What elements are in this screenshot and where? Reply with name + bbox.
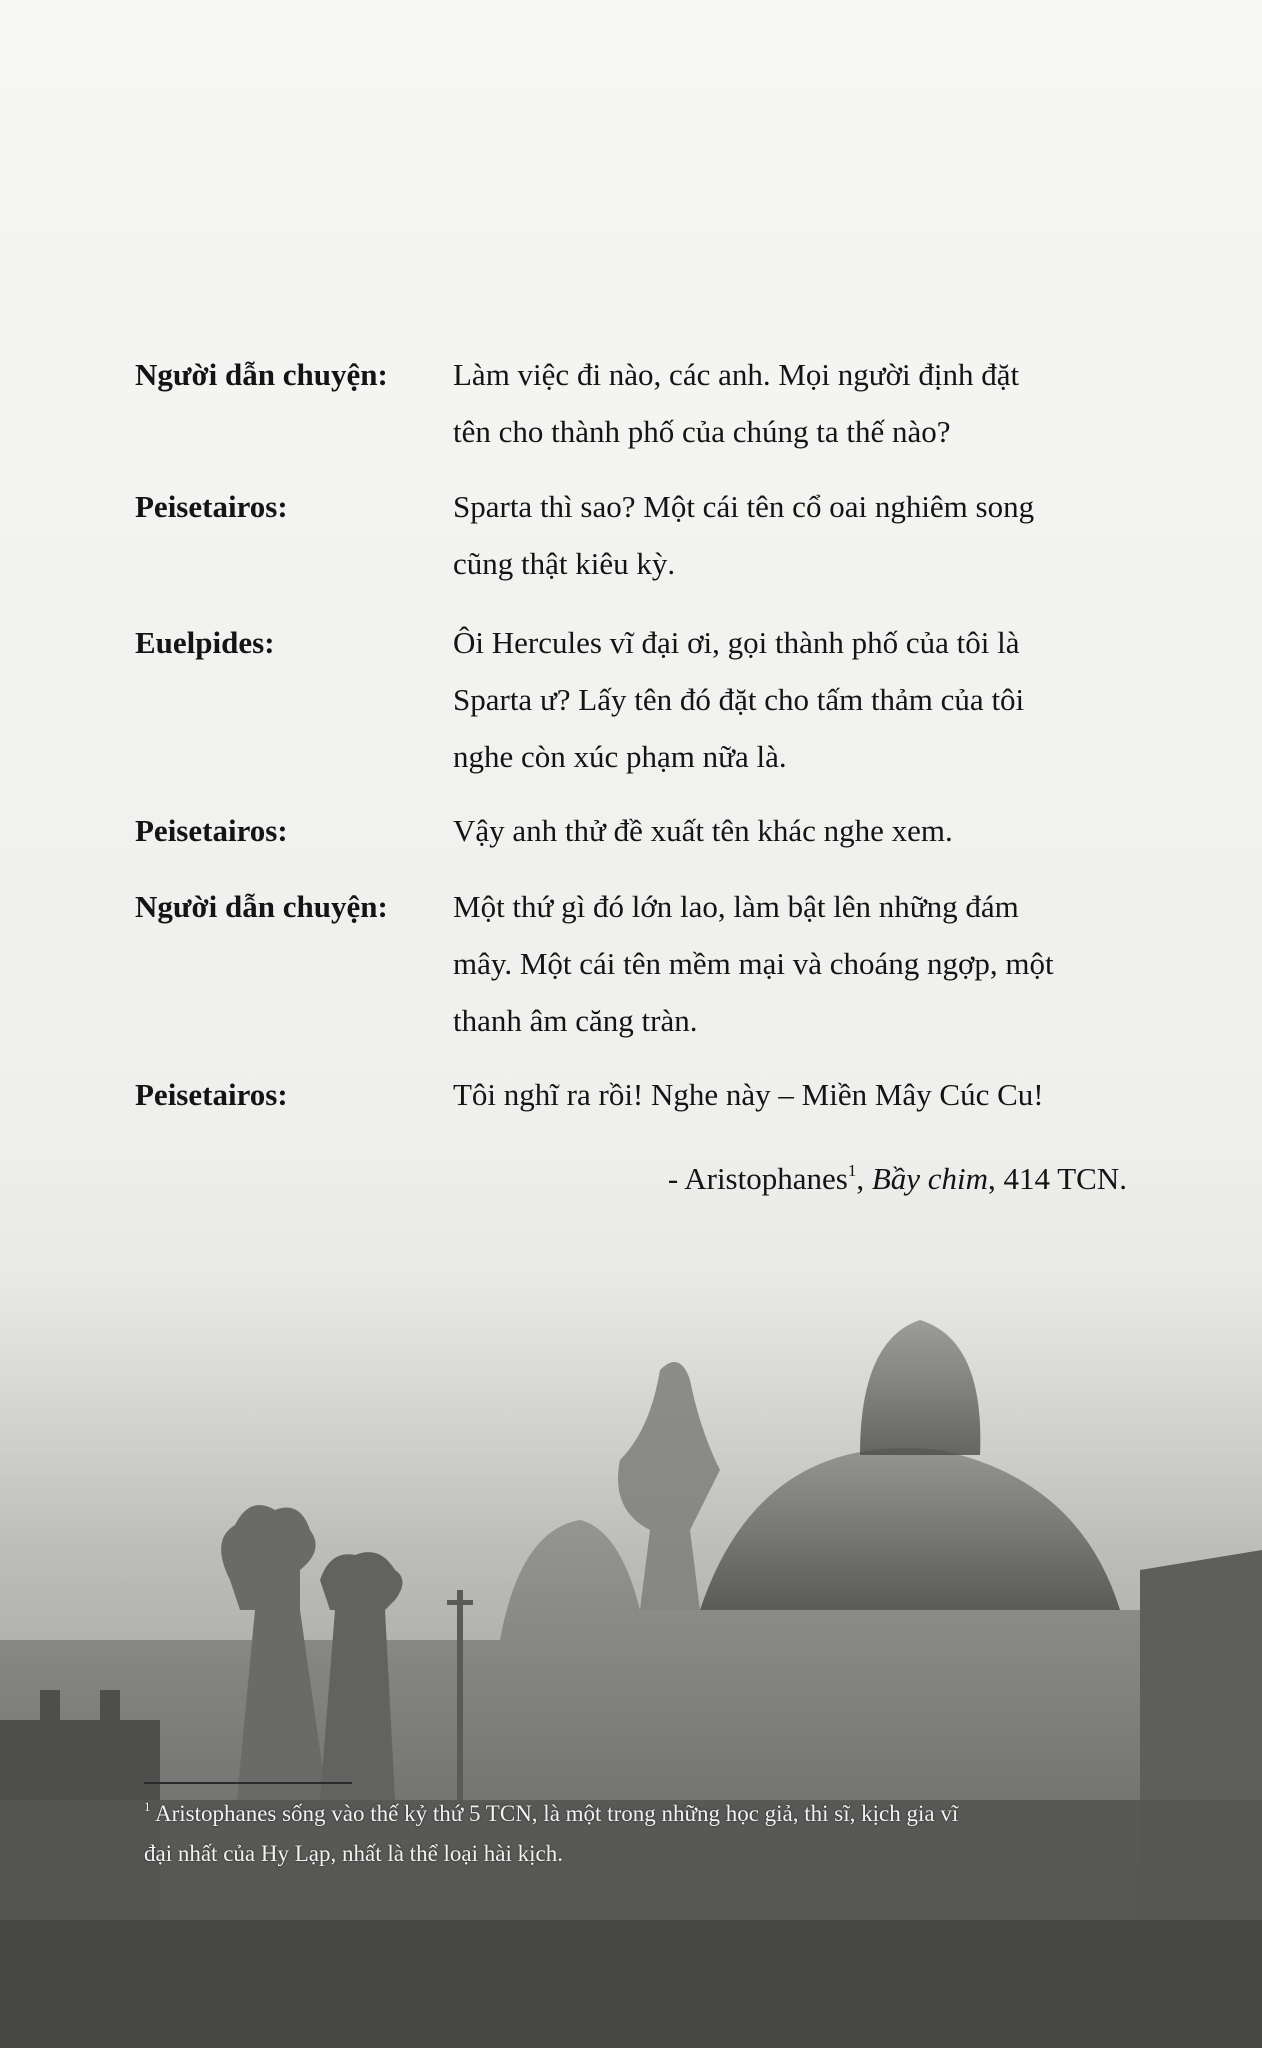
dialogue-line: Sparta thì sao? Một cái tên cổ oai nghiêm song <box>453 489 1035 524</box>
speaker-name: Peisetairos: <box>135 813 288 848</box>
dialogue-line: cũng thật kiêu kỳ. <box>453 546 676 581</box>
footnote-number: 1 <box>144 1799 151 1814</box>
dialogue-line: nghe còn xúc phạm nữa là. <box>453 739 787 774</box>
footnote-line: đại nhất của Hy Lạp, nhất là thể loại hài kịch. <box>144 1841 563 1866</box>
dialogue-text <box>453 1066 1135 1123</box>
speaker-name: Euelpides: <box>135 625 275 660</box>
citation-work-title: Bầy chim <box>871 1161 989 1196</box>
dialogue-text <box>453 346 1135 460</box>
dialogue-line: mây. Một cái tên mềm mại và choáng ngợp, một <box>453 946 1054 981</box>
citation-separator: , <box>856 1161 872 1196</box>
speaker-name: Người dẫn chuyện: <box>135 889 388 924</box>
citation-author: - Aristophanes <box>667 1161 848 1196</box>
footnote-marker: 1 <box>847 1161 857 1180</box>
dialogue-text <box>453 478 1135 592</box>
city-skyline-illustration <box>0 1280 1262 2048</box>
speaker-name: Người dẫn chuyện: <box>135 357 388 392</box>
dialogue-text <box>453 878 1135 1049</box>
footnote-line <box>144 1794 1144 1834</box>
footnote <box>144 1794 1144 1874</box>
dialogue-text <box>453 614 1135 785</box>
dialogue-line: Sparta ư? Lấy tên đó đặt cho tấm thảm của tôi <box>453 682 1025 717</box>
dialogue-line: Ôi Hercules vĩ đại ơi, gọi thành phố của tôi là <box>453 625 1020 660</box>
citation-date: , 414 TCN. <box>988 1161 1127 1196</box>
speaker-name: Peisetairos: <box>135 489 288 524</box>
footnote-divider <box>144 1782 352 1784</box>
dialogue-line: Vậy anh thử đề xuất tên khác nghe xem. <box>453 813 953 848</box>
dialogue-line: Một thứ gì đó lớn lao, làm bật lên những đám <box>453 889 1019 924</box>
dialogue-text <box>453 802 1135 859</box>
speaker-name: Peisetairos: <box>135 1077 288 1112</box>
citation <box>668 1150 1127 1207</box>
footnote-text: Aristophanes sống vào thế kỷ thứ 5 TCN, là một trong những học giả, thi sĩ, kịch gia vĩ <box>154 1801 959 1826</box>
dialogue-line: Tôi nghĩ ra rồi! Nghe này – Miền Mây Cúc Cu! <box>453 1077 1044 1112</box>
dialogue-line: Làm việc đi nào, các anh. Mọi người định đặt <box>453 357 1020 392</box>
dialogue-line: tên cho thành phố của chúng ta thế nào? <box>453 414 951 449</box>
dialogue-line: thanh âm căng tràn. <box>453 1003 698 1038</box>
